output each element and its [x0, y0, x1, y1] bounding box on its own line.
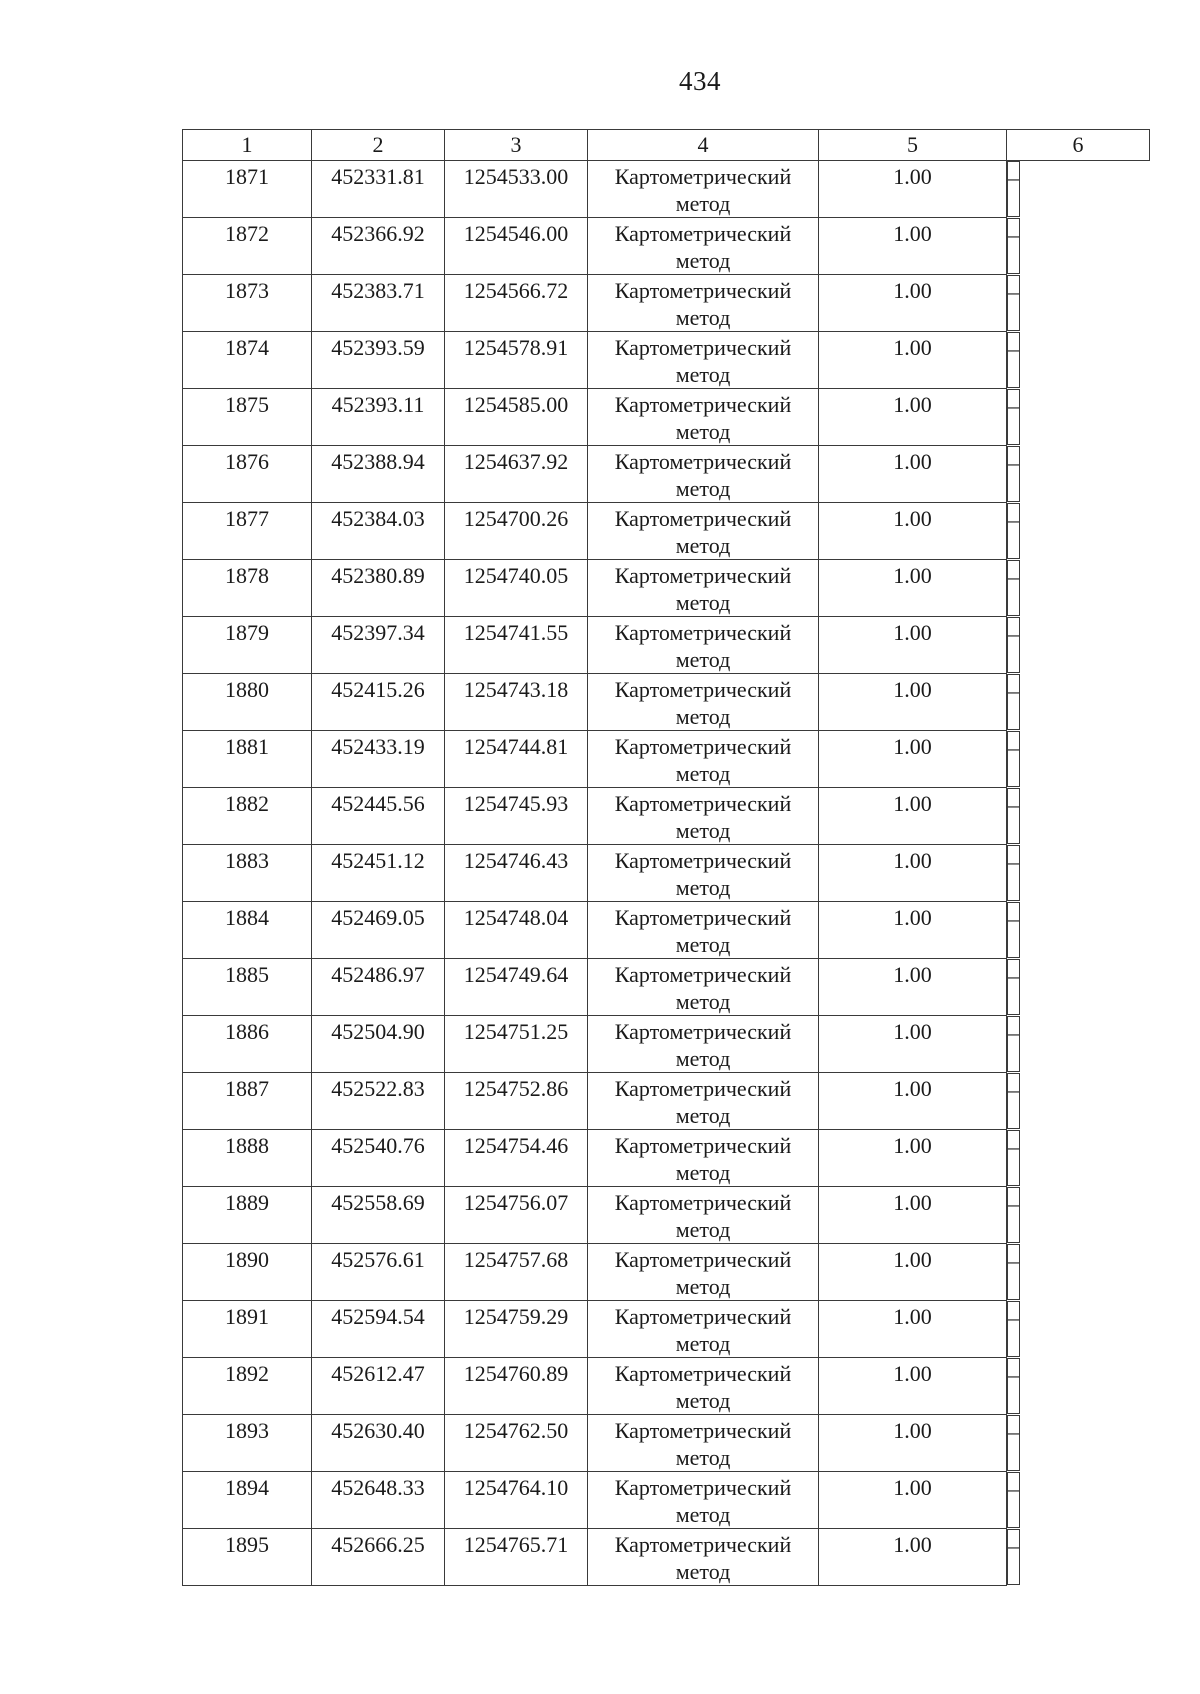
method-cell: Картометрический метод — [588, 1130, 819, 1187]
point-number-cell: 1894 — [183, 1472, 312, 1529]
point-number-cell: 1877 — [183, 503, 312, 560]
x-coordinate-cell: 452612.47 — [312, 1358, 445, 1415]
table-row — [183, 218, 1150, 275]
accuracy-cell: 1.00 — [819, 845, 1007, 902]
table-row — [183, 731, 1150, 788]
method-cell: Картометрический метод — [588, 389, 819, 446]
method-cell: Картометрический метод — [588, 446, 819, 503]
point-number-cell: 1891 — [183, 1301, 312, 1358]
accuracy-cell: 1.00 — [819, 1301, 1007, 1358]
table-row — [183, 1130, 1150, 1187]
accuracy-cell: 1.00 — [819, 731, 1007, 788]
accuracy-cell: 1.00 — [819, 332, 1007, 389]
point-number-cell: 1883 — [183, 845, 312, 902]
accuracy-cell: 1.00 — [819, 275, 1007, 332]
point-number-cell: 1878 — [183, 560, 312, 617]
accuracy-cell: 1.00 — [819, 389, 1007, 446]
y-coordinate-cell: 1254757.68 — [445, 1244, 588, 1301]
table-row — [183, 1415, 1150, 1472]
point-number-cell: 1880 — [183, 674, 312, 731]
x-coordinate-cell: 452415.26 — [312, 674, 445, 731]
column-header-3: 3 — [445, 130, 588, 161]
method-cell: Картометрический метод — [588, 617, 819, 674]
accuracy-cell: 1.00 — [819, 902, 1007, 959]
note-cell: – — [1007, 845, 1020, 901]
method-cell: Картометрический метод — [588, 1529, 819, 1586]
point-number-cell: 1874 — [183, 332, 312, 389]
table-row — [183, 959, 1150, 1016]
x-coordinate-cell: 452383.71 — [312, 275, 445, 332]
y-coordinate-cell: 1254566.72 — [445, 275, 588, 332]
x-coordinate-cell: 452576.61 — [312, 1244, 445, 1301]
table-row — [183, 503, 1150, 560]
x-coordinate-cell: 452522.83 — [312, 1073, 445, 1130]
note-cell: – — [1007, 161, 1020, 217]
y-coordinate-cell: 1254578.91 — [445, 332, 588, 389]
method-cell: Картометрический метод — [588, 674, 819, 731]
table-row — [183, 1187, 1150, 1244]
note-cell: – — [1007, 389, 1020, 445]
x-coordinate-cell: 452445.56 — [312, 788, 445, 845]
note-cell: – — [1007, 1187, 1020, 1243]
table-row — [183, 560, 1150, 617]
y-coordinate-cell: 1254748.04 — [445, 902, 588, 959]
accuracy-cell: 1.00 — [819, 161, 1007, 218]
table-row — [183, 1016, 1150, 1073]
x-coordinate-cell: 452388.94 — [312, 446, 445, 503]
y-coordinate-cell: 1254752.86 — [445, 1073, 588, 1130]
note-cell: – — [1007, 446, 1020, 502]
table-row — [183, 332, 1150, 389]
note-cell: – — [1007, 1529, 1020, 1585]
table-row — [183, 1073, 1150, 1130]
method-cell: Картометрический метод — [588, 788, 819, 845]
method-cell: Картометрический метод — [588, 1016, 819, 1073]
note-cell: – — [1007, 1244, 1020, 1300]
table-header — [183, 130, 1150, 161]
method-cell: Картометрический метод — [588, 275, 819, 332]
point-number-cell: 1892 — [183, 1358, 312, 1415]
table-body — [183, 161, 1150, 1586]
column-header-1: 1 — [183, 130, 312, 161]
accuracy-cell: 1.00 — [819, 1244, 1007, 1301]
y-coordinate-cell: 1254764.10 — [445, 1472, 588, 1529]
note-cell: – — [1007, 560, 1020, 616]
point-number-cell: 1873 — [183, 275, 312, 332]
note-cell: – — [1007, 1415, 1020, 1471]
method-cell: Картометрический метод — [588, 332, 819, 389]
accuracy-cell: 1.00 — [819, 1187, 1007, 1244]
table-row — [183, 845, 1150, 902]
column-header-5: 5 — [819, 130, 1007, 161]
y-coordinate-cell: 1254533.00 — [445, 161, 588, 218]
column-header-4: 4 — [588, 130, 819, 161]
method-cell: Картометрический метод — [588, 560, 819, 617]
x-coordinate-cell: 452558.69 — [312, 1187, 445, 1244]
y-coordinate-cell: 1254546.00 — [445, 218, 588, 275]
x-coordinate-cell: 452594.54 — [312, 1301, 445, 1358]
accuracy-cell: 1.00 — [819, 1016, 1007, 1073]
x-coordinate-cell: 452666.25 — [312, 1529, 445, 1586]
y-coordinate-cell: 1254740.05 — [445, 560, 588, 617]
y-coordinate-cell: 1254754.46 — [445, 1130, 588, 1187]
method-cell: Картометрический метод — [588, 1415, 819, 1472]
method-cell: Картометрический метод — [588, 1073, 819, 1130]
note-cell: – — [1007, 959, 1020, 1015]
note-cell: – — [1007, 902, 1020, 958]
x-coordinate-cell: 452504.90 — [312, 1016, 445, 1073]
y-coordinate-cell: 1254749.64 — [445, 959, 588, 1016]
table-row — [183, 275, 1150, 332]
accuracy-cell: 1.00 — [819, 560, 1007, 617]
point-number-cell: 1876 — [183, 446, 312, 503]
note-cell: – — [1007, 503, 1020, 559]
method-cell: Картометрический метод — [588, 1358, 819, 1415]
table-row — [183, 161, 1150, 218]
x-coordinate-cell: 452393.59 — [312, 332, 445, 389]
note-cell: – — [1007, 1472, 1020, 1528]
note-cell: – — [1007, 788, 1020, 844]
x-coordinate-cell: 452331.81 — [312, 161, 445, 218]
accuracy-cell: 1.00 — [819, 1529, 1007, 1586]
y-coordinate-cell: 1254744.81 — [445, 731, 588, 788]
accuracy-cell: 1.00 — [819, 617, 1007, 674]
point-number-cell: 1888 — [183, 1130, 312, 1187]
x-coordinate-cell: 452393.11 — [312, 389, 445, 446]
table-row — [183, 617, 1150, 674]
method-cell: Картометрический метод — [588, 959, 819, 1016]
y-coordinate-cell: 1254765.71 — [445, 1529, 588, 1586]
point-number-cell: 1895 — [183, 1529, 312, 1586]
accuracy-cell: 1.00 — [819, 1472, 1007, 1529]
accuracy-cell: 1.00 — [819, 1415, 1007, 1472]
point-number-cell: 1893 — [183, 1415, 312, 1472]
header-row — [183, 130, 1150, 161]
point-number-cell: 1890 — [183, 1244, 312, 1301]
note-cell: – — [1007, 1358, 1020, 1414]
x-coordinate-cell: 452648.33 — [312, 1472, 445, 1529]
x-coordinate-cell: 452540.76 — [312, 1130, 445, 1187]
y-coordinate-cell: 1254585.00 — [445, 389, 588, 446]
x-coordinate-cell: 452397.34 — [312, 617, 445, 674]
y-coordinate-cell: 1254756.07 — [445, 1187, 588, 1244]
table-row — [183, 1472, 1150, 1529]
table-row — [183, 902, 1150, 959]
method-cell: Картометрический метод — [588, 503, 819, 560]
x-coordinate-cell: 452384.03 — [312, 503, 445, 560]
page-number: 434 — [679, 66, 721, 96]
table-row — [183, 1529, 1150, 1586]
accuracy-cell: 1.00 — [819, 788, 1007, 845]
point-number-cell: 1887 — [183, 1073, 312, 1130]
method-cell: Картометрический метод — [588, 845, 819, 902]
note-cell: – — [1007, 1073, 1020, 1129]
method-cell: Картометрический метод — [588, 902, 819, 959]
y-coordinate-cell: 1254745.93 — [445, 788, 588, 845]
method-cell: Картометрический метод — [588, 1472, 819, 1529]
note-cell: – — [1007, 1016, 1020, 1072]
point-number-cell: 1871 — [183, 161, 312, 218]
x-coordinate-cell: 452469.05 — [312, 902, 445, 959]
y-coordinate-cell: 1254741.55 — [445, 617, 588, 674]
point-number-cell: 1879 — [183, 617, 312, 674]
accuracy-cell: 1.00 — [819, 218, 1007, 275]
note-cell: – — [1007, 617, 1020, 673]
y-coordinate-cell: 1254637.92 — [445, 446, 588, 503]
x-coordinate-cell: 452630.40 — [312, 1415, 445, 1472]
point-number-cell: 1882 — [183, 788, 312, 845]
point-number-cell: 1885 — [183, 959, 312, 1016]
table-row — [183, 788, 1150, 845]
table-row — [183, 1244, 1150, 1301]
note-cell: – — [1007, 1301, 1020, 1357]
note-cell: – — [1007, 1130, 1020, 1186]
point-number-cell: 1872 — [183, 218, 312, 275]
method-cell: Картометрический метод — [588, 731, 819, 788]
point-number-cell: 1889 — [183, 1187, 312, 1244]
x-coordinate-cell: 452433.19 — [312, 731, 445, 788]
y-coordinate-cell: 1254759.29 — [445, 1301, 588, 1358]
note-cell: – — [1007, 731, 1020, 787]
accuracy-cell: 1.00 — [819, 503, 1007, 560]
note-cell: – — [1007, 275, 1020, 331]
point-number-cell: 1881 — [183, 731, 312, 788]
method-cell: Картометрический метод — [588, 218, 819, 275]
column-header-6: 6 — [1007, 130, 1150, 161]
point-number-cell: 1884 — [183, 902, 312, 959]
y-coordinate-cell: 1254700.26 — [445, 503, 588, 560]
accuracy-cell: 1.00 — [819, 446, 1007, 503]
column-header-2: 2 — [312, 130, 445, 161]
method-cell: Картометрический метод — [588, 161, 819, 218]
y-coordinate-cell: 1254762.50 — [445, 1415, 588, 1472]
note-cell: – — [1007, 674, 1020, 730]
accuracy-cell: 1.00 — [819, 674, 1007, 731]
y-coordinate-cell: 1254751.25 — [445, 1016, 588, 1073]
note-cell: – — [1007, 218, 1020, 274]
method-cell: Картометрический метод — [588, 1244, 819, 1301]
x-coordinate-cell: 452366.92 — [312, 218, 445, 275]
note-cell: – — [1007, 332, 1020, 388]
table-row — [183, 446, 1150, 503]
point-number-cell: 1886 — [183, 1016, 312, 1073]
accuracy-cell: 1.00 — [819, 1358, 1007, 1415]
table-row — [183, 674, 1150, 731]
y-coordinate-cell: 1254743.18 — [445, 674, 588, 731]
x-coordinate-cell: 452380.89 — [312, 560, 445, 617]
y-coordinate-cell: 1254760.89 — [445, 1358, 588, 1415]
table-row — [183, 389, 1150, 446]
accuracy-cell: 1.00 — [819, 1073, 1007, 1130]
x-coordinate-cell: 452451.12 — [312, 845, 445, 902]
point-number-cell: 1875 — [183, 389, 312, 446]
table-row — [183, 1358, 1150, 1415]
accuracy-cell: 1.00 — [819, 1130, 1007, 1187]
x-coordinate-cell: 452486.97 — [312, 959, 445, 1016]
method-cell: Картометрический метод — [588, 1301, 819, 1358]
table-row — [183, 1301, 1150, 1358]
coordinates-table — [182, 129, 1150, 1586]
method-cell: Картометрический метод — [588, 1187, 819, 1244]
accuracy-cell: 1.00 — [819, 959, 1007, 1016]
y-coordinate-cell: 1254746.43 — [445, 845, 588, 902]
